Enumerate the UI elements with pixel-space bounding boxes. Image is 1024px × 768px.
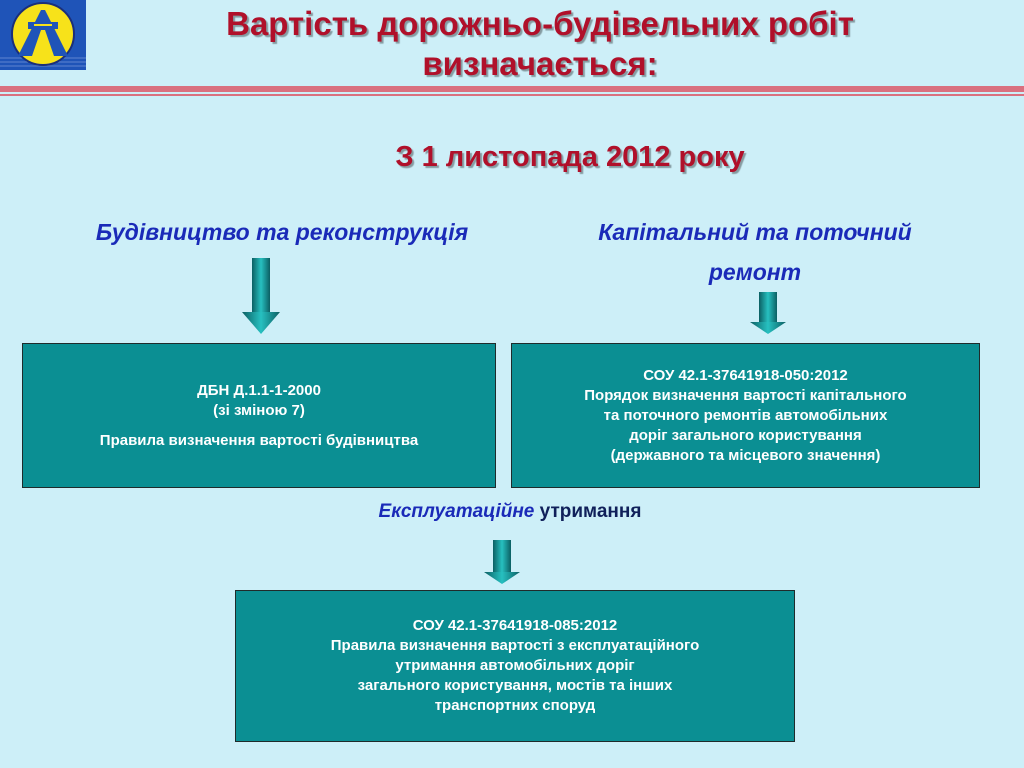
dbn-standard-box [22,343,496,488]
repair-heading-line-2: ремонт [708,259,802,285]
maintenance-heading-regular: утримання [539,501,642,522]
sou-050-standard-box [511,343,980,488]
page-title [120,4,960,84]
box-line: транспортних споруд [434,697,596,714]
road-logo-icon [0,0,86,70]
construction-heading: Будівництво та реконструкція [95,219,469,245]
box-line: СОУ 42.1-37641918-050:2012 [643,366,848,384]
box-line: Порядок визначення вартості капітального [584,386,907,404]
down-arrow-icon [750,292,786,334]
effective-date: З 1 листопада 2012 року [395,141,745,173]
box-line: доріг загального користування [629,426,862,444]
box-line: СОУ 42.1-37641918-085:2012 [412,617,618,634]
box-line: Правила визначення вартості з експлуатаційного [330,637,700,654]
maintenance-heading [230,501,790,523]
maintenance-heading-italic: Експлуатаційне [378,501,535,522]
repair-heading-line-1: Капітальний та поточний [598,219,912,245]
title-line-2: визначається: [422,45,658,82]
down-arrow-icon [484,540,520,584]
box-line: ДБН Д.1.1-1-2000 [197,381,321,399]
box-line: (зі зміною 7) [213,401,305,419]
header-divider-thin [0,94,1024,96]
down-arrow-icon [242,258,280,334]
box-line: утримання автомобільних доріг [395,657,635,674]
title-line-1: Вартість дорожньо-будівельних робіт [226,5,854,42]
repair-heading [540,212,970,292]
box-line: загального користування, мостів та інших [357,677,673,694]
box-line: та поточного ремонтів автомобільних [603,406,888,424]
sou-085-standard-box [235,590,795,742]
header-divider [0,86,1024,92]
box-line: (державного та місцевого значення) [610,446,881,464]
box-line: Правила визначення вартості будівництва [99,431,419,449]
